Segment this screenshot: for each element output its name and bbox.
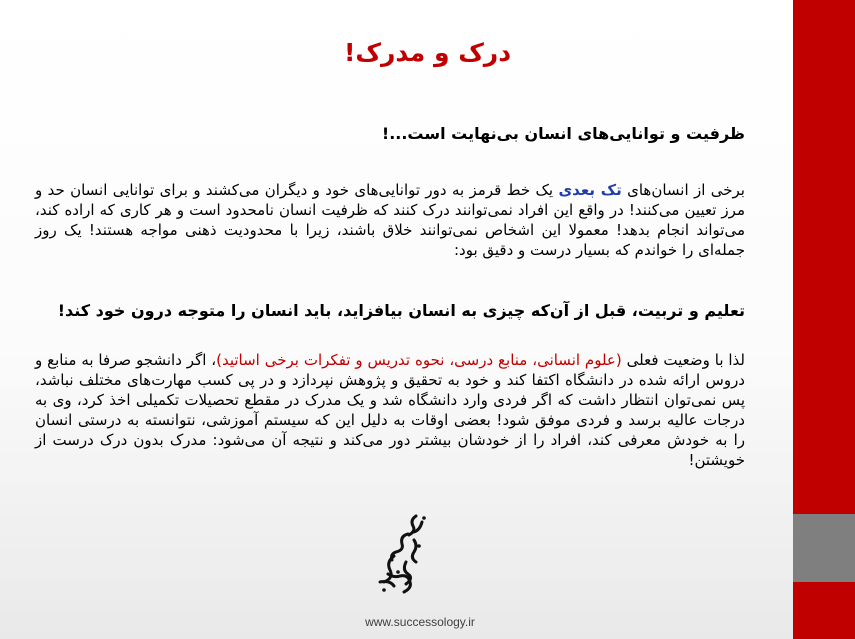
side-bar-red-top — [793, 0, 855, 514]
paragraph-one-text-end: یک خط قرمز به دور توانایی‌های خود و دیگران می‌کشند و برای توانایی انسان حد و مرز تعیین می‌کنند! در واقع این افراد نمی‌توانند درک کنند که ظرفیت انسان نامحدود است و هر کاری که اراده کند، می‌تواند انجام بدهد! معمولا این اشخاص نمی‌توانند خلاق باشند، زیرا با محدودیت ذهنی مواجه هستند! یک روز جمله‌ای را خواندم که بسیار درست و دقیق بود: — [35, 181, 745, 259]
side-bar-gray — [793, 514, 855, 582]
website-link[interactable]: www.successology.ir — [365, 615, 475, 629]
slide-title: درک و مدرک! — [343, 38, 512, 67]
side-bar-red-bottom — [793, 582, 855, 639]
paragraph-two-text-start: لذا با وضعیت فعلی — [621, 351, 745, 369]
paragraph-one-dimensional — [35, 180, 745, 260]
highlight-one-dimensional: تک بعدی — [558, 181, 622, 199]
education-quote: تعلیم و تربیت، قبل از آن‌که چیزی به انسان بیافزاید، باید انسان را متوجه درون خود کند! — [57, 301, 745, 320]
paragraph-two-text-end: ، اگر دانشجو صرفا به منابع و دروس ارائه شده در دانشگاه اکتفا کند و خود به تحقیق و پژوهش نپردازد و در پی کسب مهارت‌های مختلف نباشد، پس نمی‌توان انتظار داشت که اگر فردی وارد دانشگاه شد و یک مدرک در مقطع تحصیلات تکمیلی اخذ کرد، وی به درجات عالیه برسد و فردی موفق شود! بعضی اوقات به دلیل این که سیستم آموزشی، نتوانسته به درستی انسان را به خودش معرفی کند، افراد را از خودشان بیشتر دور می‌کند و نتیجه آن می‌شود: مدرک بدون درک درست از خویشتن! — [35, 351, 745, 469]
paragraph-one-text-start: برخی از انسان‌های — [621, 181, 745, 199]
section-heading-capacity: ظرفیت و توانایی‌های انسان بی‌نهایت است...! — [381, 124, 745, 143]
paragraph-current-situation — [35, 350, 745, 470]
handwritten-signature-icon — [372, 512, 432, 594]
highlight-humanities: (علوم انسانی، منابع درسی، نحوه تدریس و تفکرات برخی اساتید) — [216, 351, 622, 369]
